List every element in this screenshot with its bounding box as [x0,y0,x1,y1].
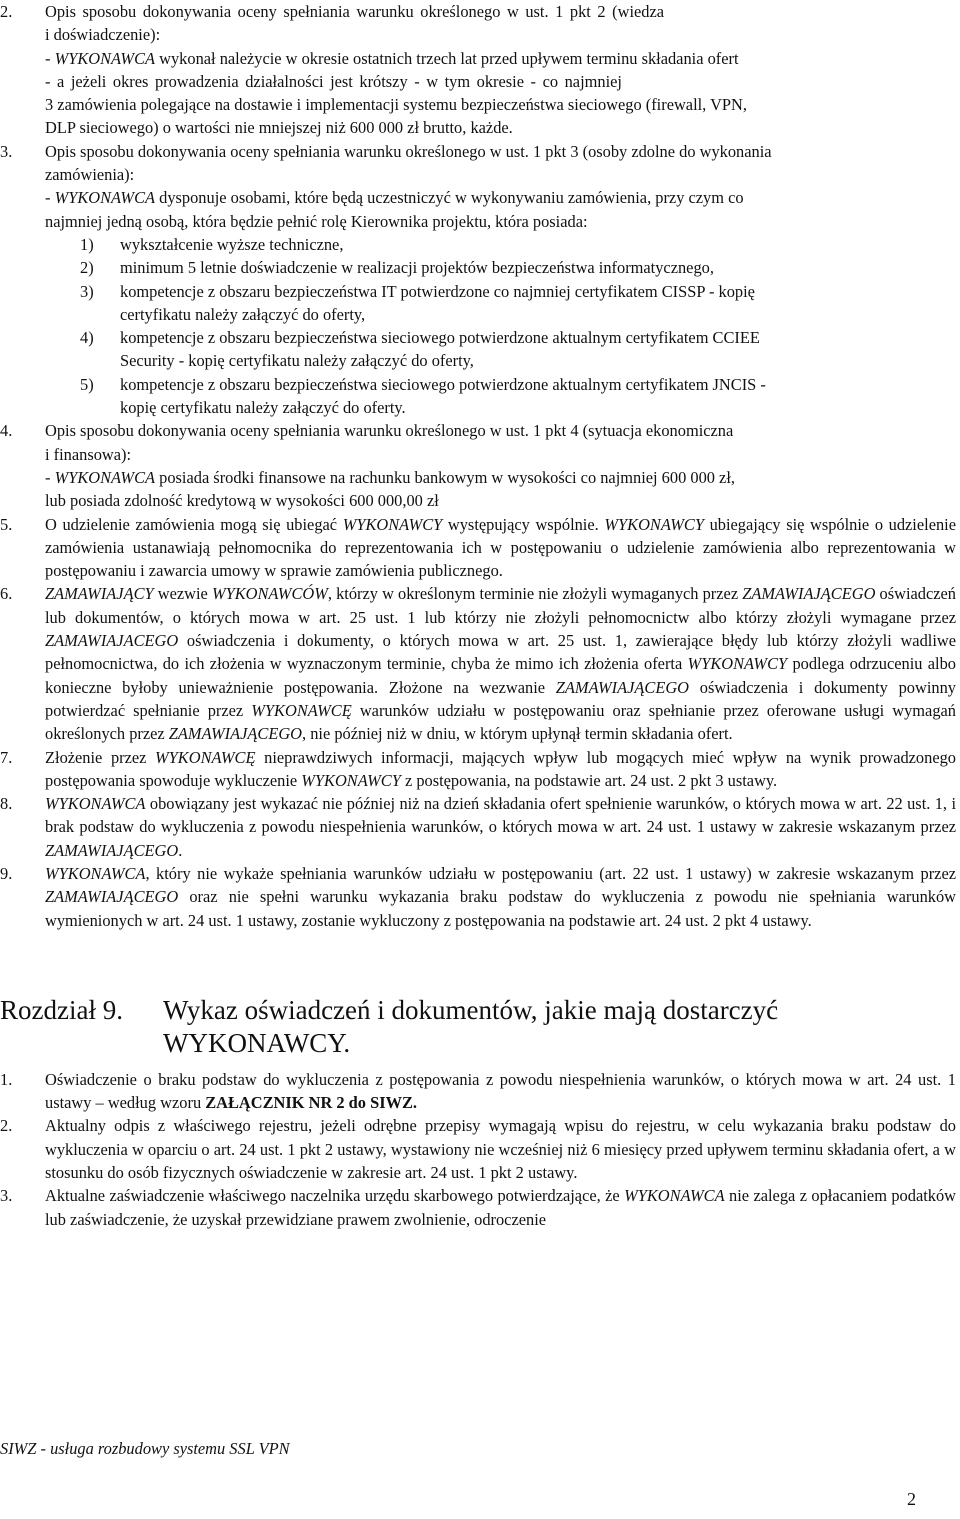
party-name: WYKONAWCÓW [211,584,328,604]
list-item-6: 6. ZAMAWIAJĄCY wezwie WYKONAWCÓW, którzy w określonym terminie nie złożyli wymaganych przez ZAMAWIAJĄCEGO oświadczeń lub dokumentów, o których mowa w art. 25 ust. 1 lub którzy nie złożyli pełnomocnictw albo którzy złożyli wymagane przez ZAMAWIAJACEGO oświadczenia i dokumenty, o których mowa w art. 25 ust. 1, zawierające błędy lub którzy złożyli wadliwe pełnomocnictwa, do ich złożenia w wyznaczonym terminie, chyba że mimo ich złożenia oferta WYKONAWCY podlega odrzuceniu albo konieczne byłoby unieważnienie postępowania. Złożone na wezwanie ZAMAWIAJĄCEGO oświadczenia i dokumenty powinny potwierdzać spełnianie przez WYKONAWCĘ warunków udziału w postępowaniu oraz spełnianie przez oferowane usługi wymagań określonych przez ZAMAWIAJĄCEGO, nie później niż w dniu, w którym upłynął termin składania ofert. [0,584,957,744]
sub-item-4 [0,326,956,373]
list-item-8: 8. WYKONAWCA obowiązany jest wykazać nie później niż na dzień składania ofert spełnienie warunków, o których mowa w art. 22 ust. 1, i brak podstaw do wykluczenia z powodu niespełnienia warunków, o których mowa w art. 24 ust. 1 ustawy w zakresie wskazanym przez ZAMAWIAJĄCEGO. [0,794,956,860]
party-name: WYKONAWCĘ [155,747,256,767]
item-number: 9. [0,863,13,883]
party-name: WYKONAWCA [54,467,156,487]
sub-item-text: wykształcenie wyższe techniczne, [120,234,344,254]
party-name: WYKONAWCA [624,1186,725,1206]
item-text-line: lub posiada zdolność kredytową w wysokości 600 000,00 zł [45,491,439,511]
party-name: WYKONAWCA [54,48,156,68]
item-number: 2. [0,1116,13,1136]
item-number: 7. [0,747,13,767]
party-name: WYKONAWCY [687,654,788,674]
list-item-3 [0,140,956,233]
item-text-line: zamówienia): [45,165,135,185]
chapter-heading [0,994,956,1060]
sub-item-text: kopię certyfikatu należy załączyć do oferty. [120,398,406,418]
item-text-line: - a jeżeli okres prowadzenia działalności jest krótszy - w tym okresie - co najmniej [45,71,622,91]
chapter-title: Wykaz oświadczeń i dokumentów, jakie mają dostarczyć WYKONAWCY. [163,994,779,1058]
list-item-9: 9. WYKONAWCA, który nie wykaże spełniania warunków udziału w postępowaniu (art. 22 ust. 1 ustawy) w zakresie wskazanym przez ZAMAWIAJĄCEGO oraz nie spełni warunku wykazania braku podstaw do wykluczenia z powodu nie spełniania warunków wymienionych w art. 24 ust. 1 ustawy, zostanie wykluczony z postępowania na podstawie art. 24 ust. 2 pkt 4 ustawy. [0,863,956,930]
party-name: WYKONAWCA [54,188,156,208]
sub-item-text: Security - kopię certyfikatu należy załączyć do oferty, [120,351,474,371]
sub-item-text: certyfikatu należy załączyć do oferty, [120,304,366,324]
sub-item-2 [0,256,956,279]
party-name: ZAMAWIAJACEGO [45,631,179,651]
item-text-line: DLP sieciowego) o wartości nie mniejszej niż 600 000 zł brutto, każde. [45,118,513,138]
party-name: ZAMAWIAJĄCEGO [168,724,303,744]
sub-item-number: 2) [80,258,94,278]
list-item-2 [0,0,956,140]
sub-item-text: kompetencje z obszaru bezpieczeństwa IT potwierdzone co najmniej certyfikatem CISSP - kopię [120,281,755,301]
item-text-line: - WYKONAWCA posiada środki finansowe na rachunku bankowym w wysokości co najmniej 600 000 zł, [45,467,735,487]
item-text-line: Opis sposobu dokonywania oceny spełniania warunku określonego w ust. 1 pkt 4 (sytuacja ekonomiczna [45,421,734,441]
chapter-list-item-2: 2. Aktualny odpis z właściwego rejestru, jeżeli odrębne przepisy wymagają wpisu do rejestru, w celu wykazania braku podstaw do wykluczenia w oparciu o art. 24 ust. 1 pkt 2 ustawy, wystawiony nie wcześniej niż 6 miesięcy przed upływem terminu składania ofert, a w stosunku do osób fizycznych oświadczenie w zakresie art. 24 ust. 1 pkt 2 ustawy. [0,1116,956,1183]
sub-item-number: 1) [80,234,94,254]
list-item-5: 5. O udzielenie zamówienia mogą się ubiegać WYKONAWCY występujący wspólnie. WYKONAWCY ubiegający się wspólnie o udzielenie zamówienia ustanawiają pełnomocnika do reprezentowania ich w postępowaniu o udzielenie zamówienia albo reprezentowania w postępowaniu i zawarcia umowy w sprawie zamówienia publicznego. [0,514,956,581]
party-name: WYKONAWCA [45,863,146,883]
item-text-line: - WYKONAWCA dysponuje osobami, które będą uczestniczyć w wykonywaniu zamówienia, przy czym co [45,188,744,208]
party-name: WYKONAWCY [301,770,401,790]
sub-item-number: 3) [80,281,94,301]
item-number: 6. [0,584,13,604]
item-text-line: 3 zamówienia polegające na dostawie i implementacji systemu bezpieczeństwa sieciowego (firewall, VPN, [45,95,747,115]
party-name: ZAMAWIAJĄCEGO [45,887,179,907]
item-text-line: - WYKONAWCA wykonał należycie w okresie ostatnich trzech lat przed upływem terminu składania ofert [45,48,739,68]
item-text-line: Opis sposobu dokonywania oceny spełniania warunku określonego w ust. 1 pkt 3 (osoby zdolne do wykonania [45,141,772,161]
party-name: ZAMAWIAJĄCY [45,584,154,604]
party-name: WYKONAWCY [604,514,704,534]
chapter-list-item-3: 3. Aktualne zaświadczenie właściwego naczelnika urzędu skarbowego potwierdzające, że WYKONAWCA nie zalega z opłacaniem podatków lub zaświadczenie, że uzyskał przewidziane prawem zwolnienie, odroczenie [0,1186,956,1229]
item-number: 8. [0,794,13,814]
party-name: ZAMAWIAJĄCEGO [555,677,690,697]
sub-item-number: 4) [80,328,94,348]
list-item-7: 7. Złożenie przez WYKONAWCĘ nieprawdziwych informacji, mających wpływ lub mogących mieć wpływ na wynik prowadzonego postępowania spowoduje wykluczenie WYKONAWCY z postępowania, na podstawie art. 24 ust. 2 pkt 3 ustawy. [0,747,956,790]
chapter-label: Rozdział 9. [0,994,123,1025]
party-name: ZAMAWIAJĄCEGO [742,584,876,604]
sub-item-3 [0,280,956,327]
item-text-line: i doświadczenie): [45,25,161,45]
sub-item-text: minimum 5 letnie doświadczenie w realizacji projektów bezpieczeństwa informatycznego, [120,258,714,278]
item-number: 3. [0,1186,13,1206]
list-item-4 [0,419,956,512]
chapter-list-item-1: 1. Oświadczenie o braku podstaw do wykluczenia z postępowania z powodu niespełnienia warunków, o których mowa w art. 24 ust. 1 ustawy – według wzoru ZAŁĄCZNIK NR 2 do SIWZ. [0,1069,956,1113]
sub-item-text: kompetencje z obszaru bezpieczeństwa sieciowego potwierdzone aktualnym certyfikatem JNCIS - [120,374,766,394]
sub-item-5 [0,373,956,420]
page-footer-title: SIWZ - usługa rozbudowy systemu SSL VPN [0,1439,290,1458]
item-number: 4. [0,421,13,441]
sub-item-1 [0,233,956,256]
item-number: 5. [0,514,13,534]
item-number: 2. [0,2,13,21]
item-number: 1. [0,1069,13,1089]
party-name: WYKONAWCY [342,514,443,534]
item-number: 3. [0,141,13,161]
page-number: 2 [907,1489,916,1509]
party-name: ZAMAWIAJĄCEGO [45,840,179,860]
item-text-line: najmniej jedną osobą, która będzie pełnić rolę Kierownika projektu, która posiada: [45,211,588,231]
party-name: WYKONAWCĘ [251,700,352,720]
sub-item-number: 5) [80,374,94,394]
sub-item-text: kompetencje z obszaru bezpieczeństwa sieciowego potwierdzone aktualnym certyfikatem CCIEE [120,328,760,348]
item-text-line: i finansowa): [45,444,132,464]
attachment-reference: ZAŁĄCZNIK NR 2 do SIWZ. [205,1093,417,1113]
party-name: WYKONAWCA [45,794,146,814]
item-text-line: Opis sposobu dokonywania oceny spełniania warunku określonego w ust. 1 pkt 2 (wiedza [45,2,665,21]
